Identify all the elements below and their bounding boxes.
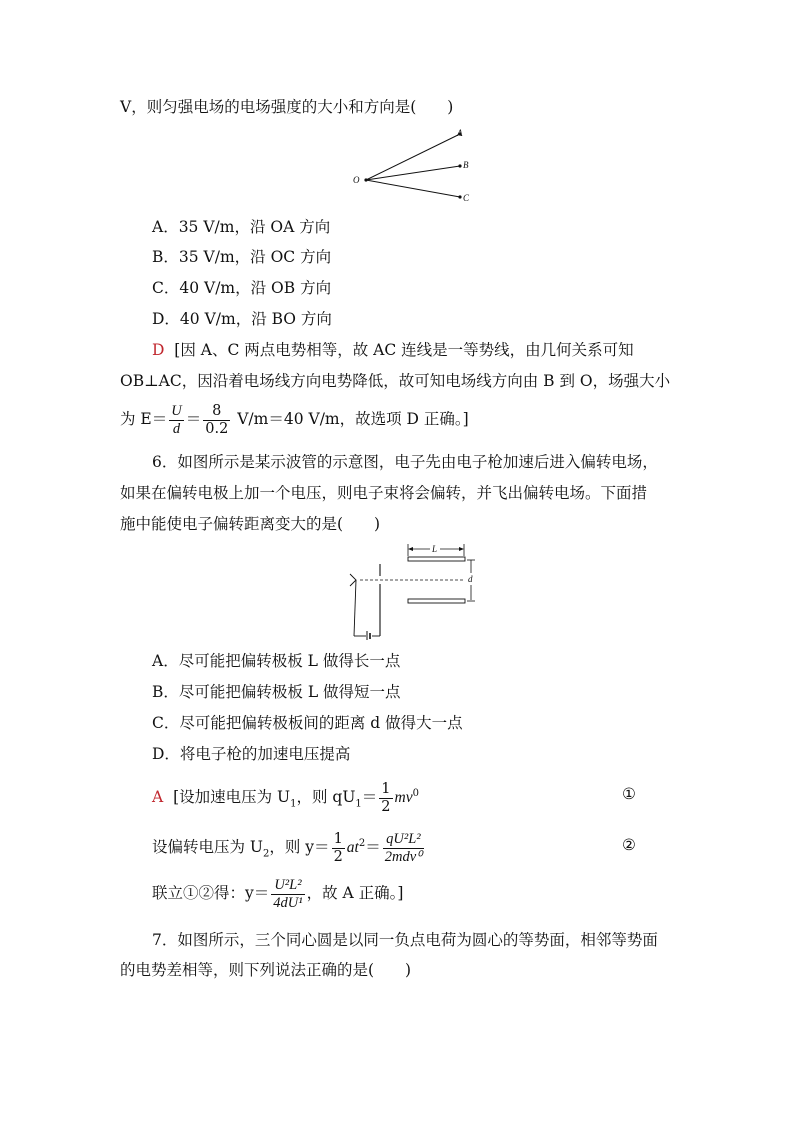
q6-option-c: C．尽可能把偏转极板间的距离 d 做得大一点 [152, 714, 463, 732]
q5-fraction-value: $\frac{8}{0.2}$ [205, 402, 229, 437]
q5-stem-tail: V，则匀强电场的电场强度的大小和方向是( ) [120, 98, 454, 116]
q5-explain-text1: [因 A、C 两点电势相等，故 AC 连线是一等势线，由几何关系可知 [174, 341, 634, 359]
q5-equals: ＝ [185, 410, 202, 428]
q6-stem-line2: 如果在偏转电极上加一个电压，则电子束将会偏转，并飞出偏转电场。下面措 [120, 484, 648, 502]
q6-stem-line1: 6．如图所示是某示波管的示意图，电子先由电子枪加速后进入偏转电场， [152, 453, 658, 471]
label-O: O [353, 175, 360, 185]
q6-answer-key: A [152, 788, 164, 807]
q5-option-c: C．40 V/m，沿 OB 方向 [152, 279, 332, 297]
q6-solution-line2: 设偏转电压为 $U_2$，则 y＝ $\frac{1}{2}$ $at^2=$ $\frac{\text{qU²L²}}{\text{2mdv⁰}}$ [152, 830, 422, 865]
label-A: A [457, 128, 463, 138]
q6-fraction-result: $\frac{\text{U²L²}}{\text{4dU¹}}$ [273, 876, 303, 911]
q5-explain-pre: 为 E＝ [120, 410, 168, 428]
q6-fraction-half-2: $\frac{1}{2}$ [333, 830, 343, 865]
label-L: L [432, 544, 438, 554]
q7-stem-line2: 的电势差相等，则下列说法正确的是( ) [120, 961, 412, 979]
q5-explain-line1 [152, 340, 634, 360]
q5-option-a: A．35 V/m，沿 OA 方向 [152, 218, 331, 236]
q5-option-b: B．35 V/m，沿 OC 方向 [152, 248, 332, 266]
label-C: C [463, 193, 470, 203]
q6-fraction-deflection: $\frac{\text{qU²L²}}{\text{2mdv⁰}}$ [384, 830, 422, 865]
q5-explain-post: V/m＝40 V/m，故选项 D 正确。] [232, 410, 469, 428]
q6-option-b: B．尽可能把偏转极板 L 做得短一点 [152, 683, 401, 701]
q6-stem-line3: 施中能使电子偏转距离变大的是( ) [120, 515, 381, 533]
q6-option-d: D．将电子枪的加速电压提高 [152, 745, 351, 763]
q5-fraction-ud: $\frac{U}{d}$ [171, 402, 182, 437]
q6-solution-line1: A [设加速电压为 $U_1$，则 $qU_1=$ $\frac{1}{2}$ $mv^0$ [152, 780, 419, 815]
q6-mark-2: ② [622, 836, 636, 854]
q6-oscilloscope-figure [340, 540, 485, 640]
q5-answer-key: D [152, 341, 165, 359]
q5-explain-line3 [120, 399, 469, 439]
q6-mark-1: ① [622, 785, 636, 803]
q5-explain-line2: OB⊥AC，因沿着电场线方向电势降低，故可知电场线方向由 B 到 O，场强大小 [120, 372, 671, 390]
q5-field-figure [345, 125, 480, 205]
q6-fraction-half: $\frac{1}{2}$ [381, 780, 391, 815]
q6-solution-line3: 联立①②得：y＝ $\frac{\text{U²L²}}{\text{4dU¹}}$ ，故 A 正确。] [152, 876, 404, 911]
label-d: d [468, 574, 473, 584]
q7-stem-line1: 7．如图所示，三个同心圆是以同一负点电荷为圆心的等势面，相邻等势面 [152, 931, 658, 949]
q6-option-a: A．尽可能把偏转极板 L 做得长一点 [152, 652, 401, 670]
label-B: B [463, 160, 469, 170]
q5-option-d: D．40 V/m，沿 BO 方向 [152, 310, 332, 328]
